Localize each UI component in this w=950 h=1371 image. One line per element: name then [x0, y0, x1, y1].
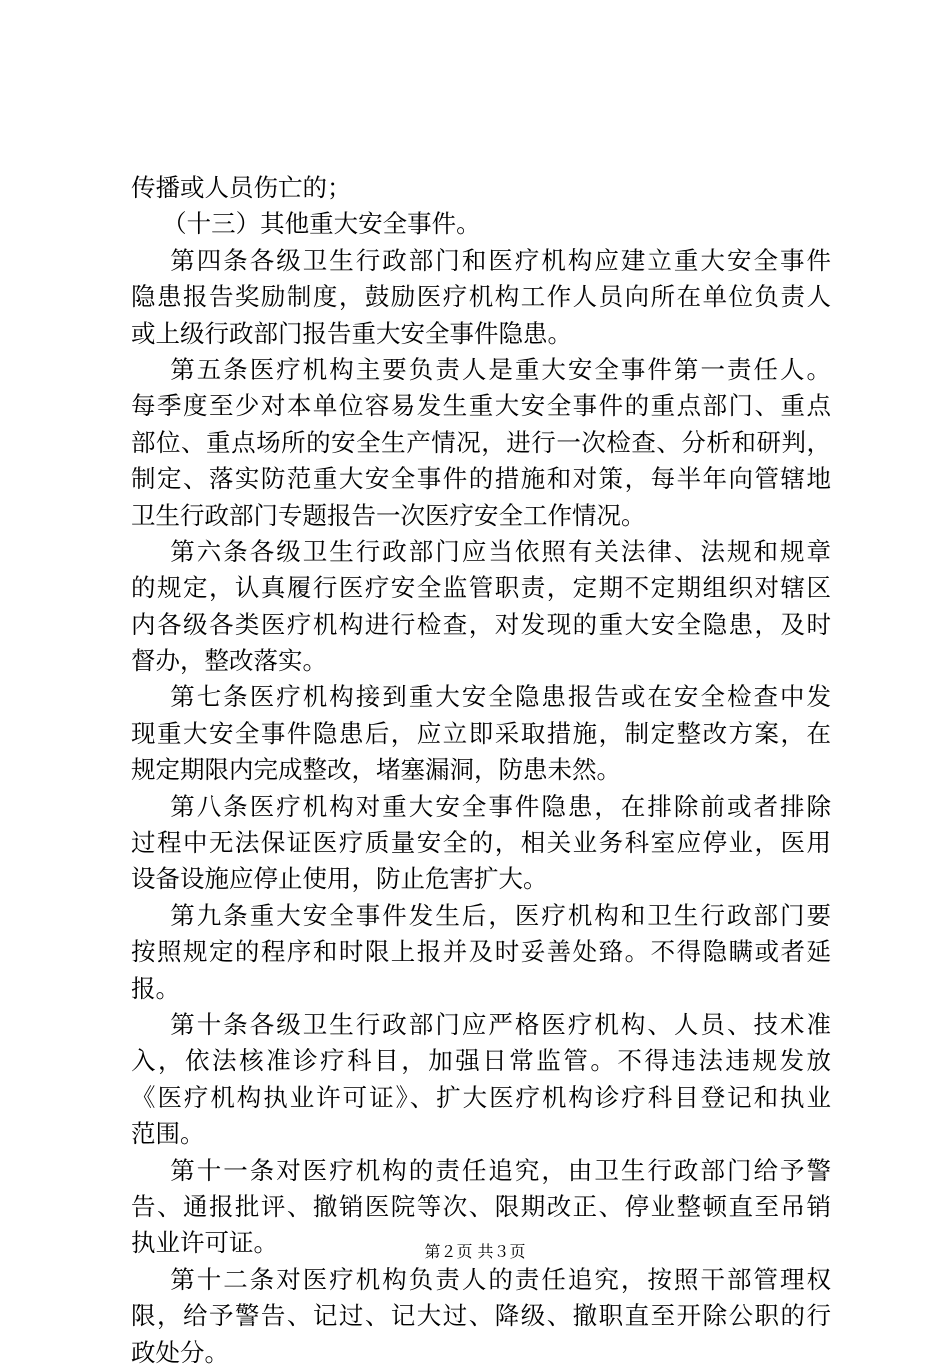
- document-line: 督办，整改落实。: [131, 646, 327, 676]
- document-line: 第九条重大安全事件发生后，医疗机构和卫生行政部门要: [131, 900, 831, 930]
- document-line: 执业许可证。: [131, 1228, 278, 1258]
- document-line: 限，给予警告、记过、记大过、降级、撤职直至开除公职的行: [131, 1301, 831, 1331]
- document-line: 《医疗机构执业许可证》、扩大医疗机构诊疗科目登记和执业: [131, 1082, 831, 1112]
- document-line: （十三）其他重大安全事件。: [131, 209, 481, 239]
- document-line: 传播或人员伤亡的；: [131, 173, 352, 202]
- document-line: 第四条各级卫生行政部门和医疗机构应建立重大安全事件: [131, 245, 831, 275]
- document-line: 按照规定的程序和时限上报并及时妥善处臵。不得隐瞒或者延: [131, 937, 831, 967]
- document-line: 第十二条对医疗机构负责人的责任追究，按照干部管理权: [131, 1264, 831, 1294]
- document-line: 第六条各级卫生行政部门应当依照有关法律、法规和规章: [131, 536, 831, 566]
- document-line: 制定、落实防范重大安全事件的措施和对策，每半年向管辖地: [131, 464, 831, 494]
- document-line: 规定期限内完成整改，堵塞漏洞，防患未然。: [131, 755, 621, 785]
- document-line: 或上级行政部门报告重大安全事件隐患。: [131, 318, 572, 348]
- document-line: 第十一条对医疗机构的责任追究，由卫生行政部门给予警: [131, 1155, 831, 1185]
- document-line: 政处分。: [131, 1337, 229, 1367]
- document-line: 的规定，认真履行医疗安全监管职责，定期不定期组织对辖区: [131, 573, 831, 603]
- page-footer: 第２页 共３页: [424, 1242, 526, 1261]
- document-line: 第八条医疗机构对重大安全事件隐患，在排除前或者排除: [131, 791, 831, 821]
- document-line: 部位、重点场所的安全生产情况，进行一次检查、分析和研判，: [131, 427, 831, 457]
- document-line: 报。: [131, 973, 180, 1003]
- document-line: 第七条医疗机构接到重大安全隐患报告或在安全检查中发: [131, 682, 831, 712]
- document-line: 第十条各级卫生行政部门应严格医疗机构、人员、技术准: [131, 1009, 831, 1039]
- document-line: 隐患报告奖励制度，鼓励医疗机构工作人员向所在单位负责人: [131, 282, 831, 312]
- document-line: 入，依法核准诊疗科目，加强日常监管。不得违法违规发放: [131, 1046, 831, 1076]
- document-line: 范围。: [131, 1119, 205, 1149]
- document-line: 设备设施应停止使用，防止危害扩大。: [131, 864, 548, 894]
- document-line: 过程中无法保证医疗质量安全的，相关业务科室应停业，医用: [131, 828, 831, 858]
- document-line: 卫生行政部门专题报告一次医疗安全工作情况。: [131, 500, 646, 530]
- document-line: 现重大安全事件隐患后，应立即采取措施，制定整改方案，在: [131, 718, 831, 748]
- document-line: 告、通报批评、撤销医院等次、限期改正、停业整顿直至吊销: [131, 1191, 831, 1221]
- document-line: 第五条医疗机构主要负责人是重大安全事件第一责任人。: [131, 354, 831, 384]
- document-body: [131, 170, 831, 1371]
- document-line: 每季度至少对本单位容易发生重大安全事件的重点部门、重点: [131, 391, 831, 421]
- document-line: 内各级各类医疗机构进行检查，对发现的重大安全隐患，及时: [131, 609, 831, 639]
